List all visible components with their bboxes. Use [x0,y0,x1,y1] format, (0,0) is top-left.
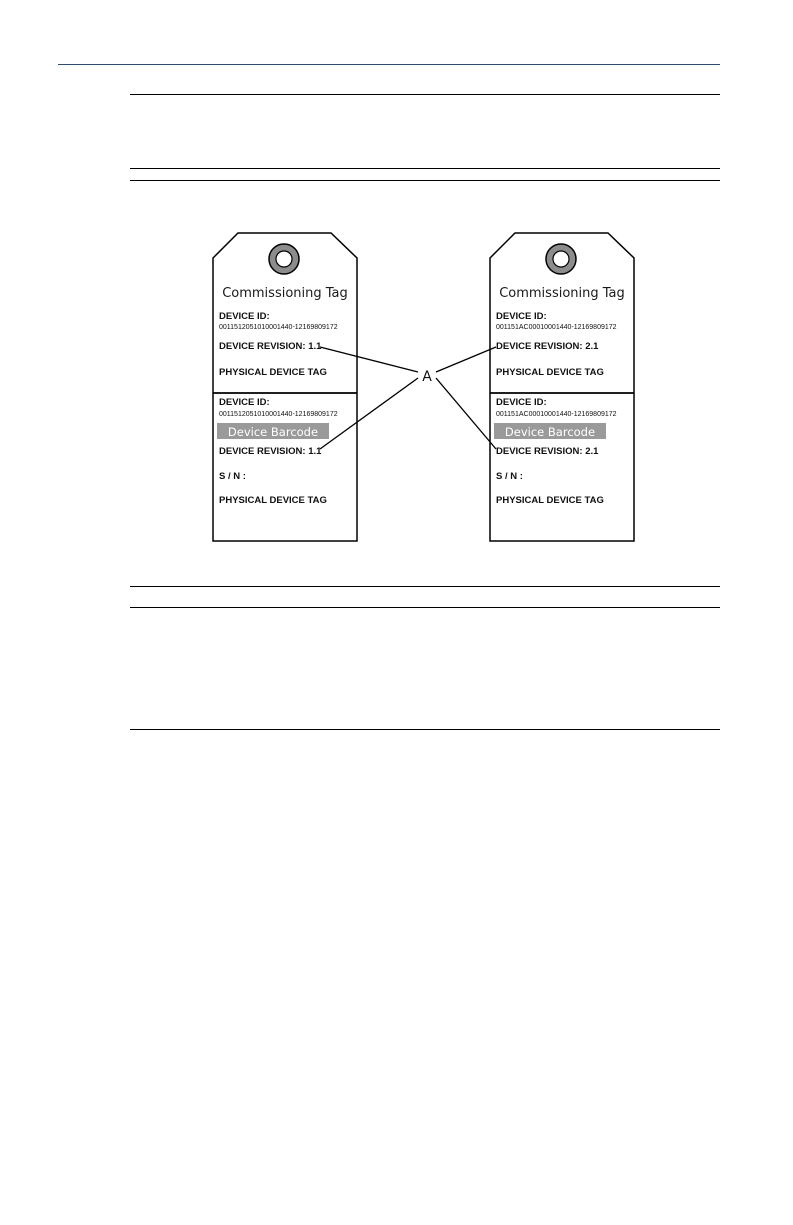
leader-line [436,347,496,372]
physical-device-tag: PHYSICAL DEVICE TAG [496,367,604,378]
device-barcode-label: Device Barcode [227,425,319,439]
device-revision: DEVICE REVISION: 2.1 [496,446,599,457]
device-id-value: 0011512051010001440-12169809172 [219,411,338,418]
device-revision: DEVICE REVISION: 1.1 [219,446,322,457]
physical-device-tag: PHYSICAL DEVICE TAG [496,495,604,506]
grommet-hole-icon [553,251,569,267]
commissioning-tag-right [490,233,634,541]
tag-title: Commissioning Tag [222,286,348,301]
device-revision: DEVICE REVISION: 1.1 [219,341,322,352]
physical-device-tag: PHYSICAL DEVICE TAG [219,495,327,506]
device-id-value: 0011512051010001440-12169809172 [219,324,338,331]
physical-device-tag: PHYSICAL DEVICE TAG [219,367,327,378]
device-revision: DEVICE REVISION: 2.1 [496,341,599,352]
device-id-label: DEVICE ID: [219,397,270,408]
serial-number-label: S / N : [219,471,246,482]
device-id-value: 001151AC00010001440-12169809172 [496,324,617,331]
device-id-value: 001151AC00010001440-12169809172 [496,411,617,418]
device-barcode-label: Device Barcode [504,425,596,439]
tag-title: Commissioning Tag [499,286,625,301]
callout-label: A [422,369,432,385]
device-id-label: DEVICE ID: [496,311,547,322]
commissioning-tag-left [213,233,357,541]
serial-number-label: S / N : [496,471,523,482]
leader-line [436,378,496,449]
device-id-label: DEVICE ID: [219,311,270,322]
device-id-label: DEVICE ID: [496,397,547,408]
grommet-hole-icon [276,251,292,267]
